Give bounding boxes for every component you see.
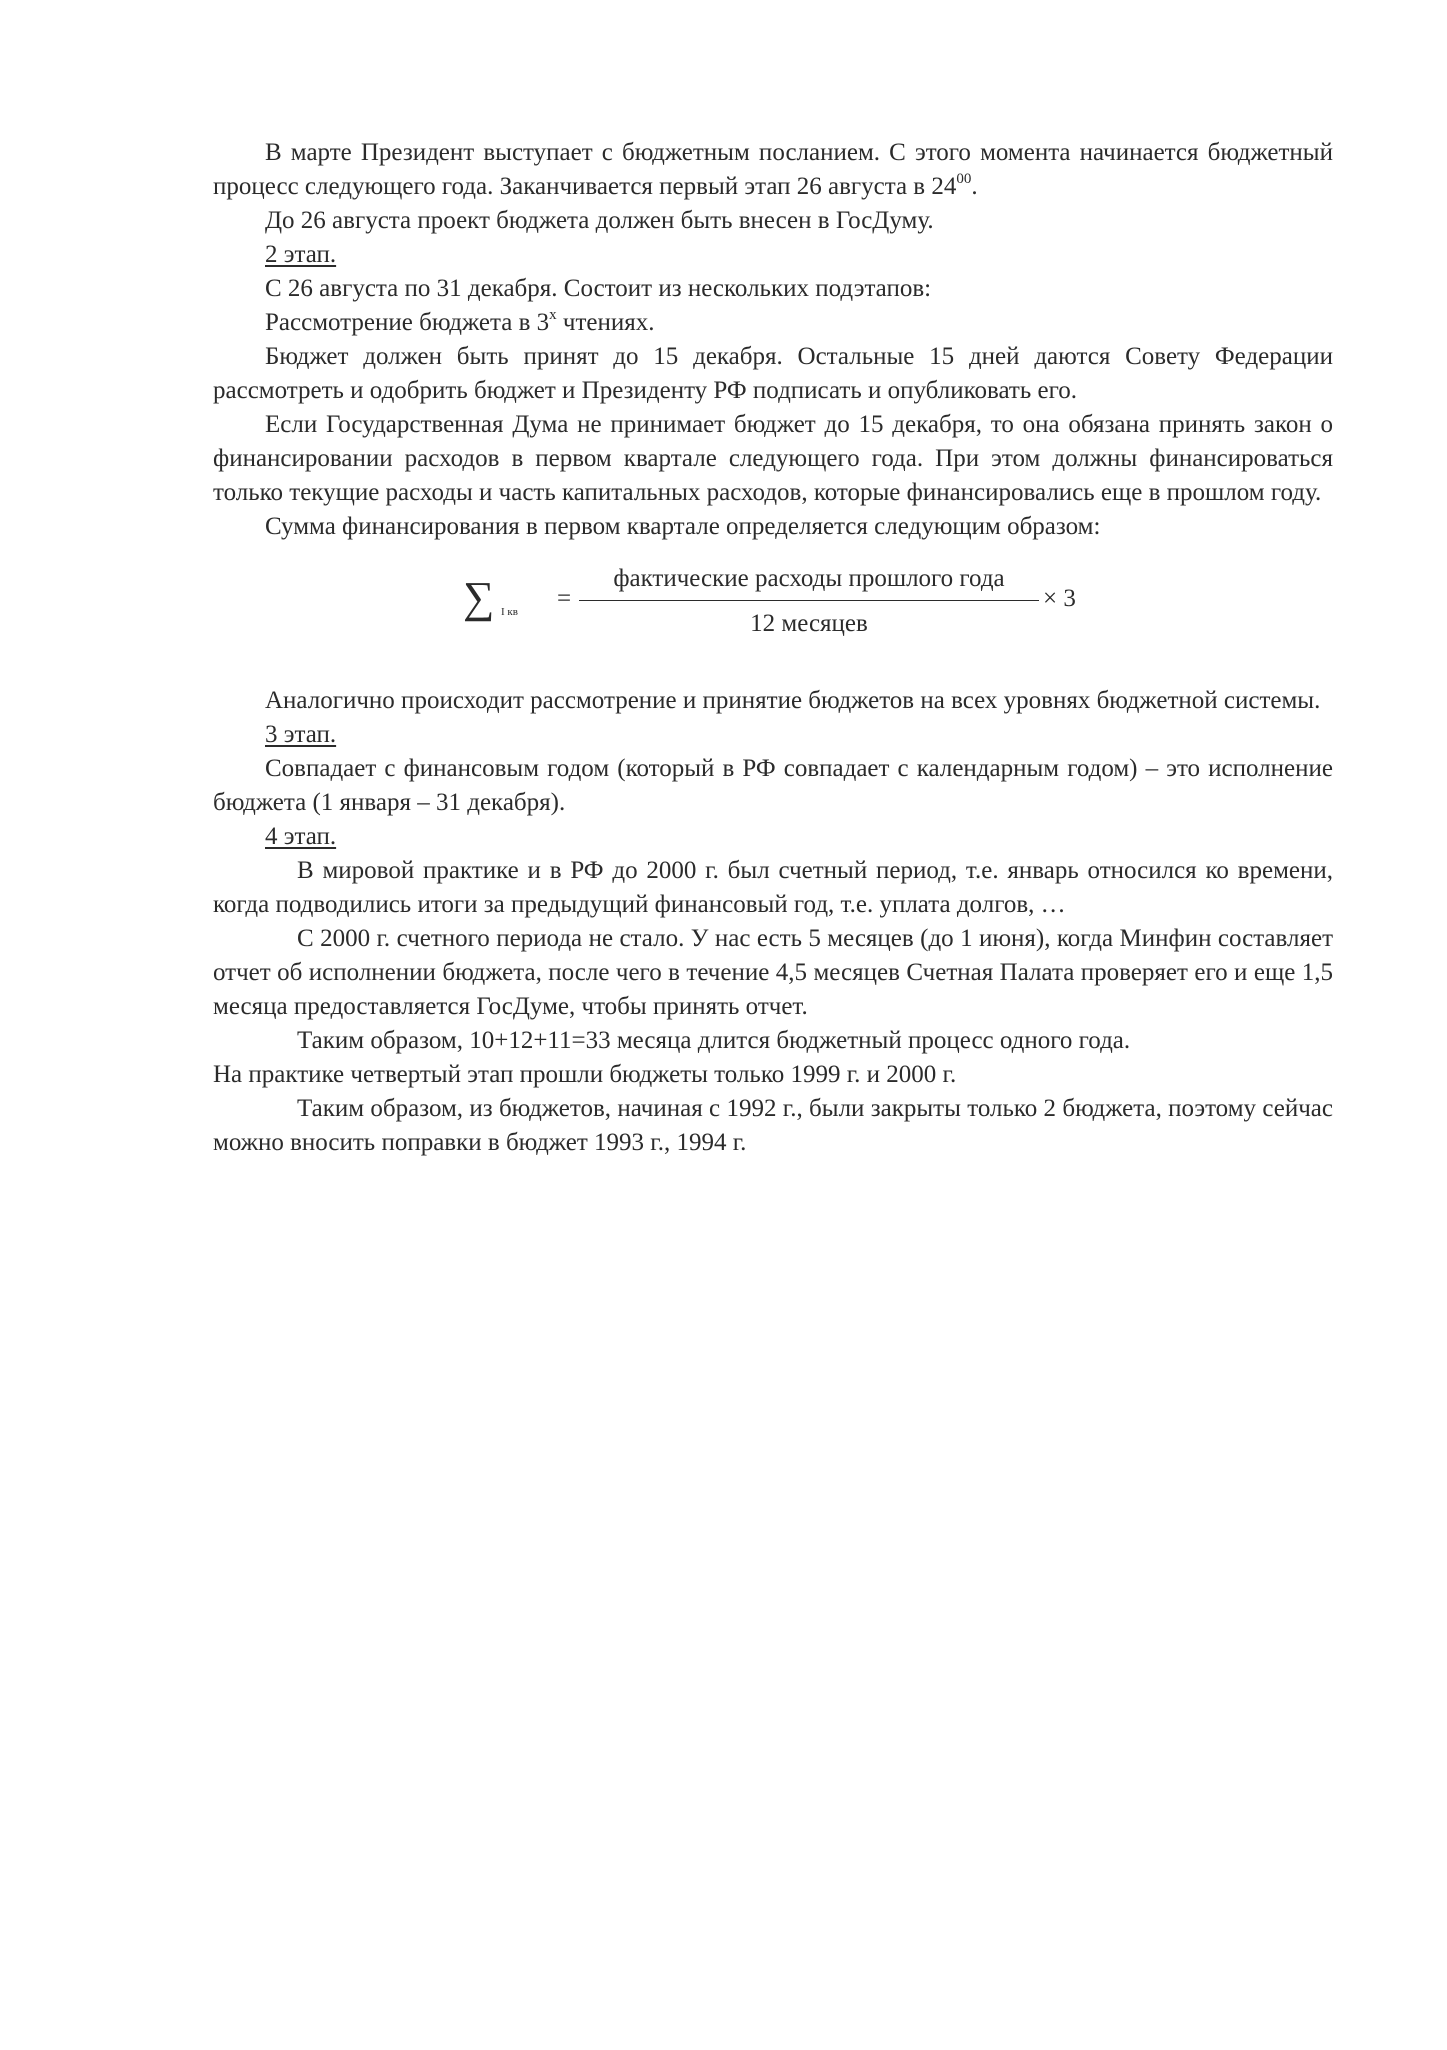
paragraph-closed-budgets: Таким образом, из бюджетов, начиная с 1992 г., были закрыты только 2 бюджета, поэтому сейчас можно вносить поправки в бюджет 1993 г., 1994 г. [213, 1095, 1333, 1156]
equals-sign: = [557, 585, 572, 612]
sigma-subscript: I кв [501, 606, 518, 618]
stage-label: 3 этап. [265, 721, 337, 748]
paragraph-budget-message [213, 136, 1333, 204]
paragraph-since-2000: С 2000 г. счетного периода не стало. У нас есть 5 месяцев (до 1 июня), когда Минфин составляет отчет об исполнении бюджета, после чего в течение 4,5 месяцев Счетная Палата проверяет его и еще 1,5 месяца предоставляется ГосДуме, чтобы принять отчет. [213, 925, 1333, 1020]
text-run: В марте Президент выступает с бюджетным посланием. С этого момента начинается бюджетный процесс следующего года. Заканчивается первый этап 26 августа в 24 [213, 139, 1333, 200]
paragraph-formula-intro: Сумма финансирования в первом квартале определяется следующим образом: [265, 513, 1101, 540]
text-run: Рассмотрение бюджета в 3 [265, 309, 550, 336]
fraction-denominator: 12 месяцев [750, 610, 868, 637]
stage-label: 4 этап. [265, 823, 337, 850]
paragraph-stage-2-period: С 26 августа по 31 декабря. Состоит из нескольких подэтапов: [265, 275, 932, 302]
formula-fraction [579, 562, 1039, 641]
stage-4-heading [213, 820, 1333, 854]
stage-2-heading [213, 238, 1333, 272]
multiplier: × 3 [1043, 585, 1076, 612]
paragraph-duration: Таким образом, 10+12+11=33 месяца длится бюджетный процесс одного года. [297, 1027, 1131, 1054]
text-run: чтениях. [556, 309, 655, 336]
paragraph-readings [213, 306, 1333, 340]
paragraph-all-levels: Аналогично происходит рассмотрение и принятие бюджетов на всех уровнях бюджетной системы. [265, 687, 1321, 714]
superscript: х [549, 306, 557, 323]
text-run: . [971, 173, 978, 200]
financing-formula [213, 562, 1333, 656]
paragraph-duma-financing-law: Если Государственная Дума не принимает бюджет до 15 декабря, то она обязана принять закон о финансировании расходов в первом квартале следующего года. При этом должны финансироваться только текущие расходы и часть капитальных расходов, которые финансировались еще в прошлом году. [213, 411, 1333, 506]
stage-3-heading [213, 718, 1333, 752]
paragraph-project-deadline: До 26 августа проект бюджета должен быть внесен в ГосДуму. [265, 207, 934, 234]
paragraph-practice: На практике четвертый этап прошли бюджеты только 1999 г. и 2000 г. [213, 1061, 957, 1088]
paragraph-world-practice: В мировой практике и в РФ до 2000 г. был счетный период, т.е. январь относился ко времени, когда подводились итоги за предыдущий финансовый год, т.е. уплата долгов, … [213, 857, 1333, 918]
document-page [213, 136, 1333, 1160]
sigma-symbol: ∑ [463, 573, 495, 622]
superscript: 00 [956, 170, 972, 187]
paragraph-execution: Совпадает с финансовым годом (который в РФ совпадает с календарным годом) – это исполнение бюджета (1 января – 31 декабря). [213, 755, 1333, 816]
paragraph-adoption-deadline: Бюджет должен быть принят до 15 декабря. Остальные 15 дней даются Совету Федерации рассмотреть и одобрить бюджет и Президенту РФ подписать и опубликовать его. [213, 343, 1333, 404]
fraction-numerator: фактические расходы прошлого года [579, 562, 1039, 601]
stage-label: 2 этап. [265, 241, 337, 268]
